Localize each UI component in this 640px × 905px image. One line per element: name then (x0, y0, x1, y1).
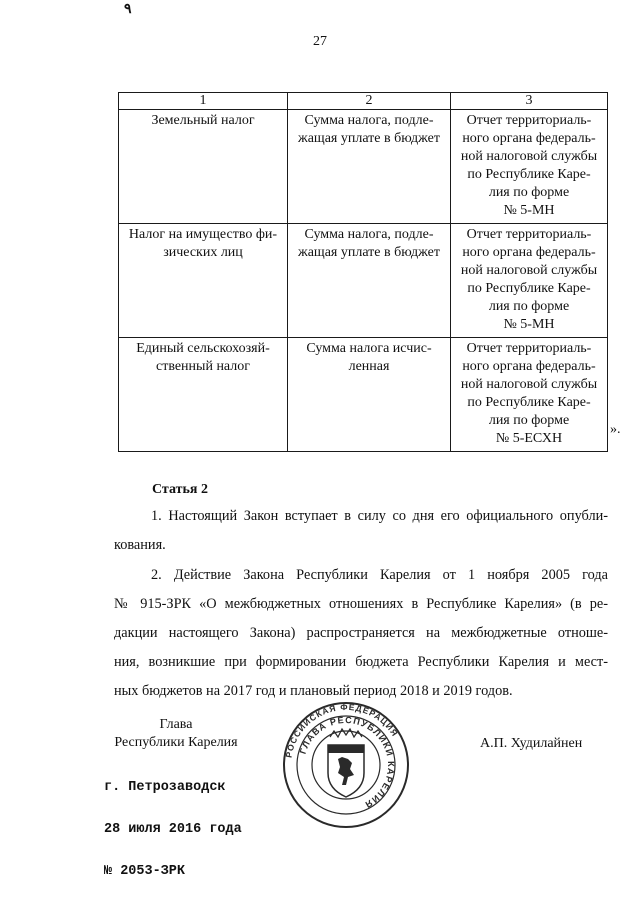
source-cell: Отчет территориаль- ного органа федераль- ной налоговой службы по Республике Каре- лия по форме № 5-МН (451, 110, 608, 224)
source-cell: Отчет территориаль- ного органа федераль- ной налоговой службы по Республике Каре- лия по форме № 5-МН (451, 224, 608, 338)
signatory-name: А.П. Худилайнен (480, 736, 583, 751)
paragraph-line: дакции настоящего Закона) распространяется на межбюджетные отноше- (114, 625, 608, 641)
tax-table (118, 92, 608, 452)
seal-outer-text: РОССИЙСКАЯ ФЕДЕРАЦИЯ (283, 701, 401, 759)
paragraph-line: 2. Действие Закона Республики Карелия от 1 ноября 2005 года (151, 567, 608, 583)
official-seal (282, 701, 410, 829)
indicator-cell: Сумма налога исчис- ленная (288, 338, 451, 452)
seal-inner-text: ГЛАВА РЕСПУБЛИКИ КАРЕЛИЯ (297, 714, 397, 811)
paragraph-line: ния, возникшие при формировании бюджета Республики Карелия и мест- (114, 654, 608, 670)
paragraph-line: кования. (114, 537, 166, 553)
place-date-number-stamp: г. Петрозаводск 28 июля 2016 года № 2053-ЗРК (104, 780, 242, 879)
source-cell: Отчет территориаль- ного органа федераль- ной налоговой службы по Республике Каре- лия по форме № 5-ЕСХН (451, 338, 608, 452)
table-row (119, 338, 608, 452)
tax-name-cell: Налог на имущество фи- зических лиц (119, 224, 288, 338)
indicator-cell: Сумма налога, подле- жащая уплате в бюджет (288, 224, 451, 338)
coat-of-arms-icon (328, 729, 364, 797)
table-row (119, 224, 608, 338)
paragraph-line: 1. Настоящий Закон вступает в силу со дня его официального опубли- (151, 508, 608, 524)
indicator-cell: Сумма налога, подле- жащая уплате в бюджет (288, 110, 451, 224)
article-heading: Статья 2 (152, 482, 208, 497)
table-row (119, 110, 608, 224)
header-cell: 2 (288, 93, 451, 110)
tax-name-cell: Земельный налог (119, 110, 288, 224)
signatory-title: Глава Республики Карелия (114, 717, 238, 750)
article-paragraph-1 (114, 502, 608, 560)
header-cell: 1 (119, 93, 288, 110)
page-corner-mark: ٩ (124, 2, 132, 17)
closing-quote: ». (610, 422, 621, 437)
paragraph-line: ных бюджетов на 2017 год и плановый период 2018 и 2019 годов. (114, 683, 513, 699)
tax-name-cell: Единый сельскохозяй- ственный налог (119, 338, 288, 452)
page-number: 27 (313, 34, 327, 49)
article-paragraph-2 (114, 561, 608, 706)
paragraph-line: № 915-ЗРК «О межбюджетных отношениях в Республике Карелия» (в ре- (114, 596, 608, 612)
table-header-row (119, 93, 608, 110)
header-cell: 3 (451, 93, 608, 110)
